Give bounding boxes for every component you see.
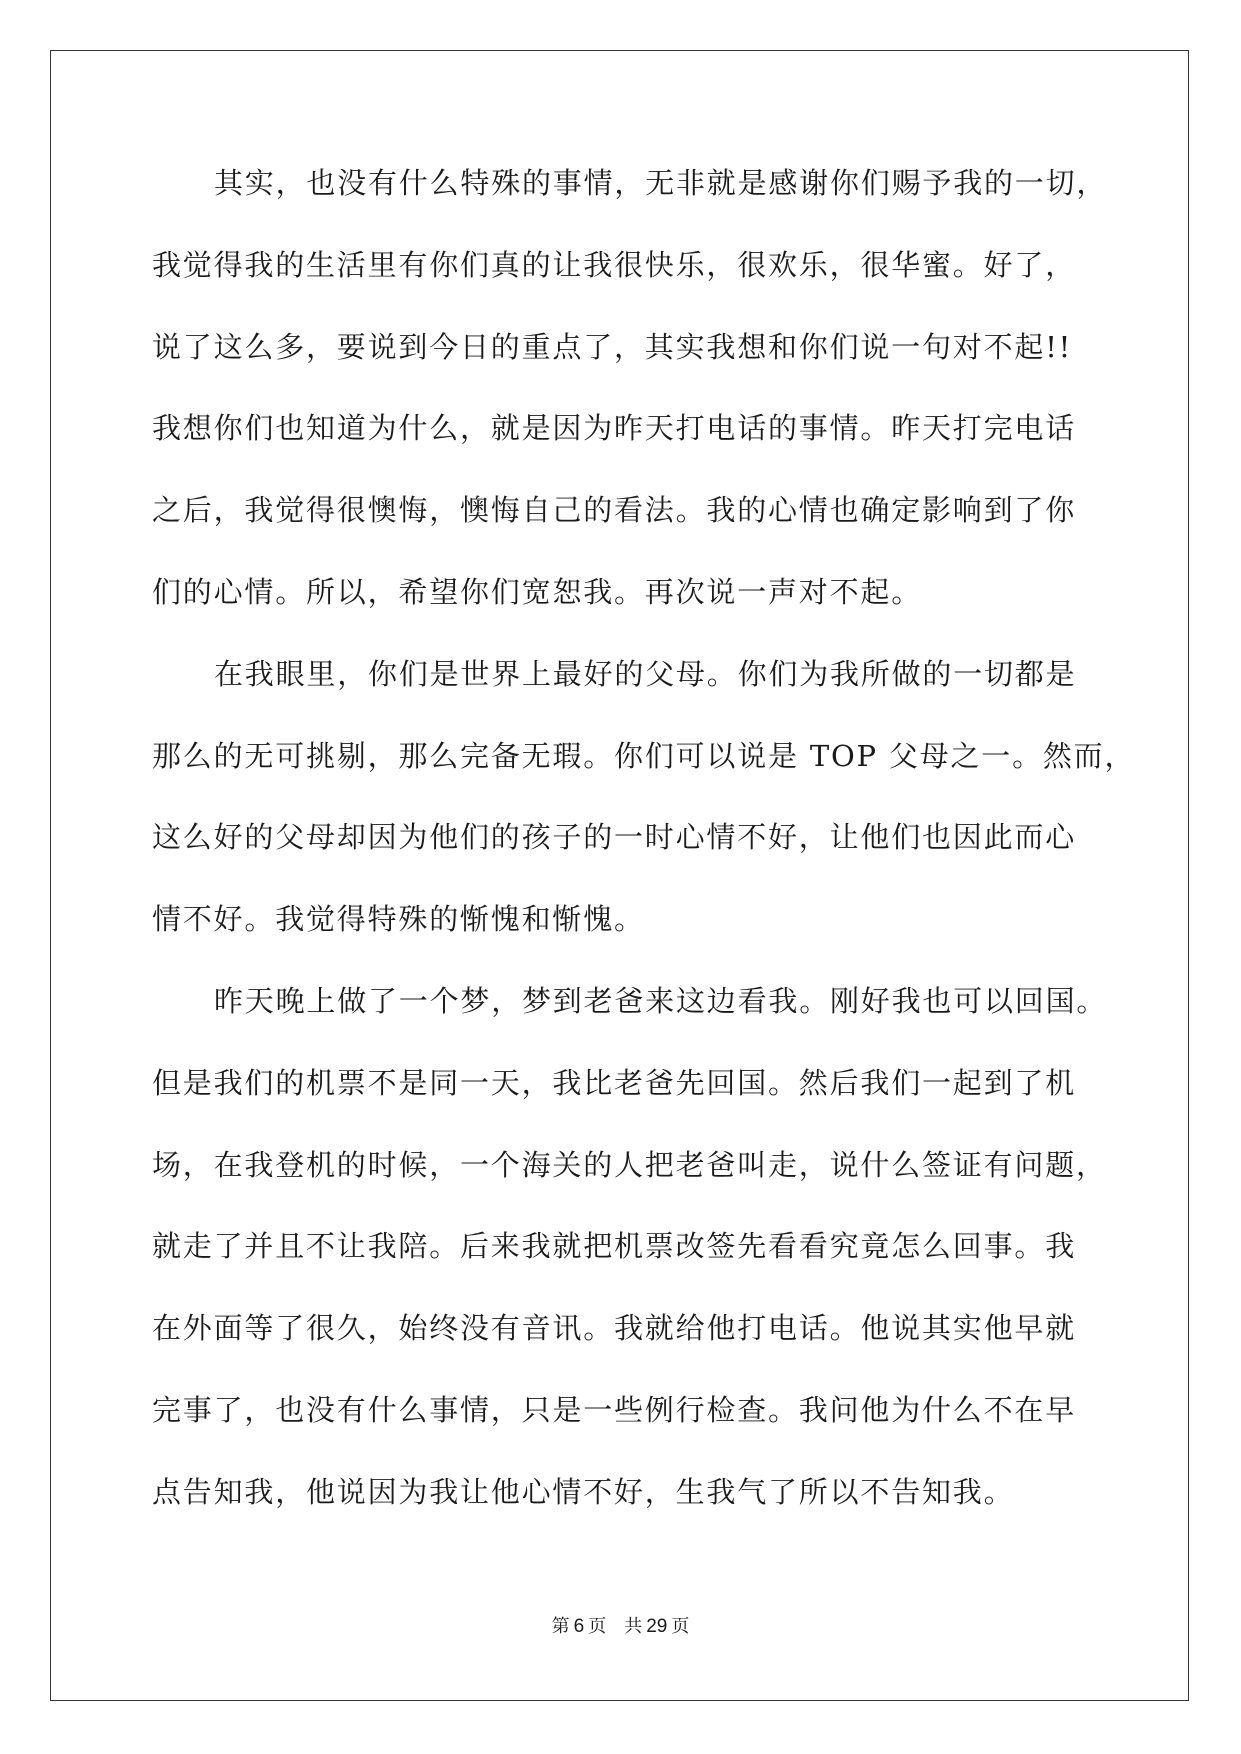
paragraph-3-line-5: 在外面等了很久，始终没有音讯。我就给他打电话。他说其实他早就 [152,1311,1077,1346]
page-prefix: 第 [551,1616,570,1637]
paragraph-1-line-2: 我觉得我的生活里有你们真的让我很快乐，很欢乐，很华蜜。好了， [152,247,1077,282]
paragraph-1-line-1: 其实，也没有什么特殊的事情，无非就是感谢你们赐予我的一切， [214,166,1108,200]
paragraph-1-line-4: 我想你们也知道为什么，就是因为昨天打电话的事情。昨天打完电话 [152,411,1077,446]
paragraph-1-line-5: 之后，我觉得很懊悔，懊悔自己的看法。我的心情也确定影响到了你 [152,493,1077,528]
document-body [152,163,1136,1554]
paragraph-1-line-6: 们的心情。所以，希望你们宽恕我。再次说一声对不起。 [152,574,923,609]
paragraph-3-line-4: 就走了并且不让我陪。后来我就把机票改签先看看究竟怎么回事。我 [152,1229,1077,1264]
paragraph-3-line-7: 点告知我，他说因为我让他心情不好，生我气了所以不告知我。 [152,1474,1015,1509]
total-suffix: 页 [671,1616,690,1637]
page-footer [0,1612,1241,1638]
page-number: 6 [573,1616,585,1637]
paragraph-3-line-2: 但是我们的机票不是同一天，我比老爸先回国。然后我们一起到了机 [152,1065,1077,1100]
paragraph-2-line-1: 在我眼里，你们是世界上最好的父母。你们为我所做的一切都是 [214,656,1077,691]
paragraph-2-line-2: 那么的无可挑剔，那么完备无瑕。你们可以说是 TOP 父母之一。然而， [152,738,1136,773]
paragraph-1-line-3: 说了这么多，要说到今日的重点了，其实我想和你们说一句对不起!! [152,329,1073,364]
total-prefix: 共 [624,1616,643,1637]
paragraph-2-line-4: 情不好。我觉得特殊的惭愧和惭愧。 [152,902,645,937]
total-pages: 29 [646,1616,668,1637]
paragraph-2-line-3: 这么好的父母却因为他们的孩子的一时心情不好，让他们也因此而心 [152,820,1077,855]
page-suffix: 页 [588,1616,607,1637]
paragraph-3-line-6: 完事了，也没有什么事情，只是一些例行检查。我问他为什么不在早 [152,1392,1077,1427]
paragraph-3-line-1: 昨天晚上做了一个梦，梦到老爸来这边看我。刚好我也可以回国。 [214,983,1108,1018]
paragraph-3-line-3: 场，在我登机的时候，一个海关的人把老爸叫走，说什么签证有问题， [152,1147,1107,1182]
